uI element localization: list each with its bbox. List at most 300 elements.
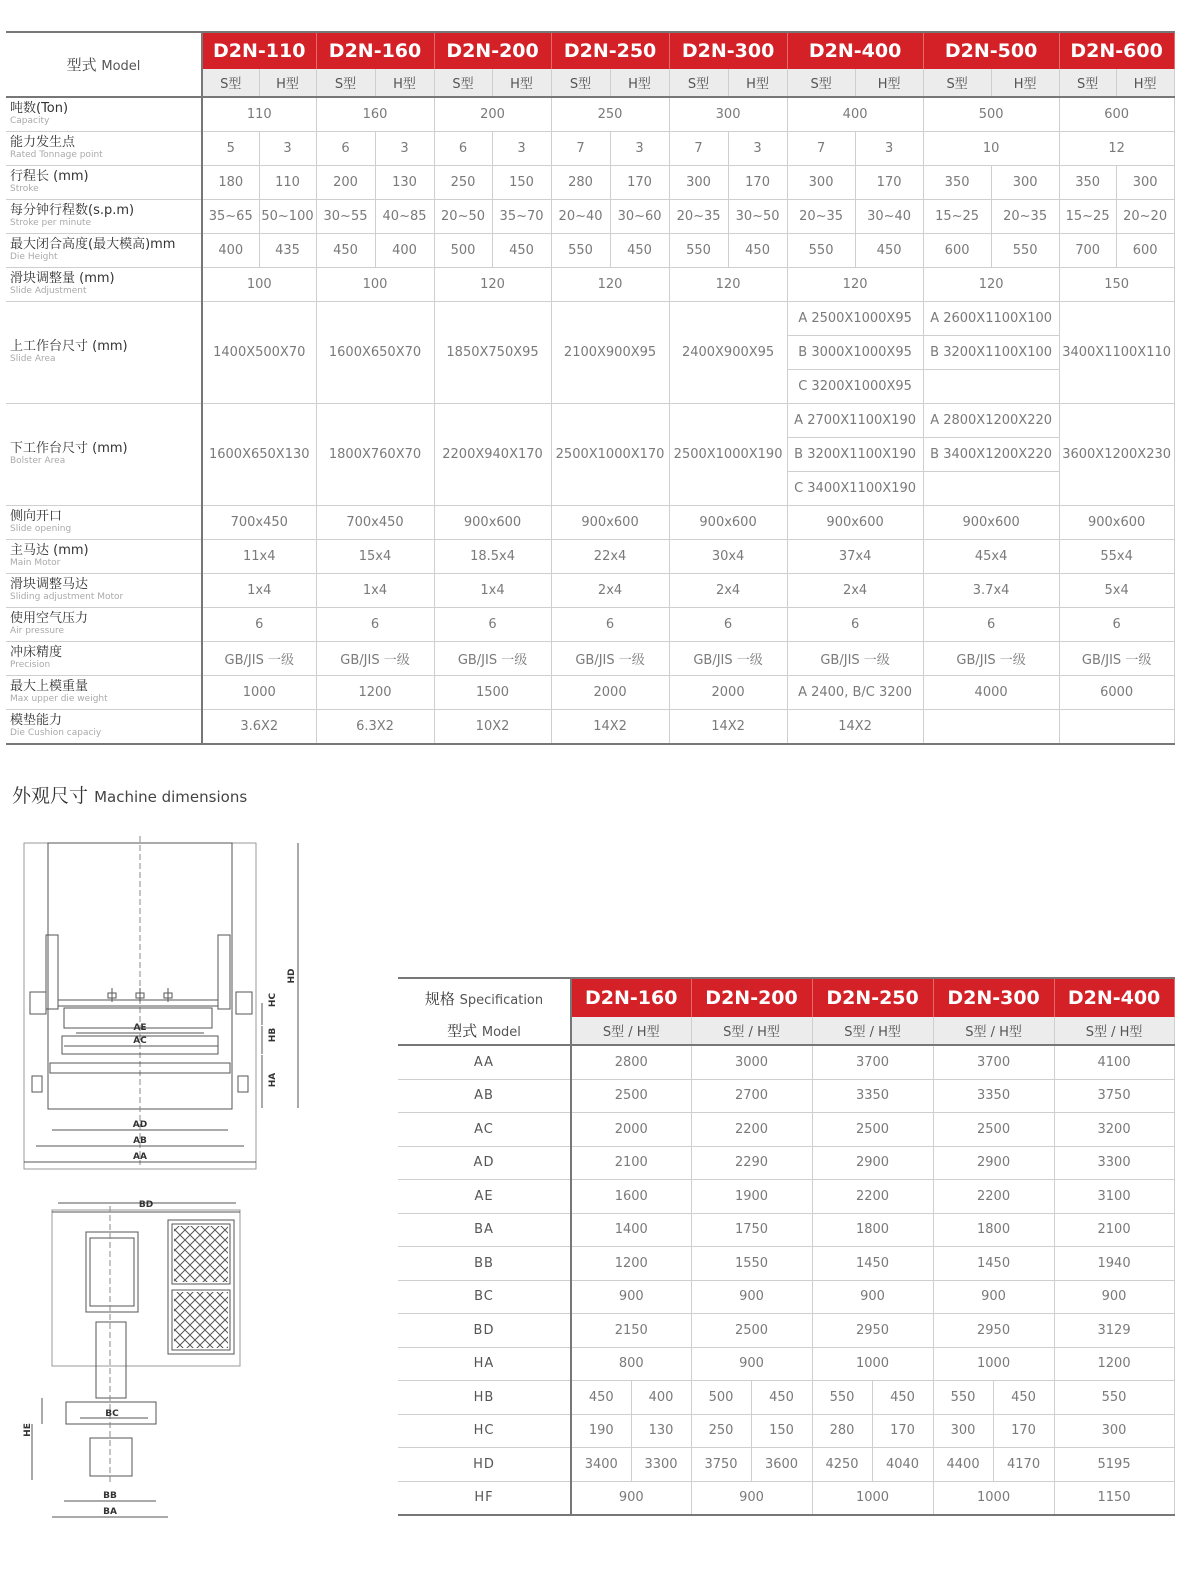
s-type-label: S型 xyxy=(669,69,728,97)
dims-cell: 4250 xyxy=(812,1448,872,1482)
dims-cell: 900 xyxy=(571,1280,691,1314)
label-ba: BA xyxy=(103,1507,117,1517)
dims-cell: 4100 xyxy=(1054,1045,1174,1079)
dims-cell: 1200 xyxy=(1054,1347,1174,1381)
spec-cell: 20~35 xyxy=(669,200,728,234)
dims-row xyxy=(398,1247,1174,1281)
spec-cell: 6 xyxy=(316,608,434,642)
spec-multi-line: A 2700X1100X190 xyxy=(788,404,923,438)
label-ae: AE xyxy=(133,1023,147,1033)
h-type-label: H型 xyxy=(991,69,1059,97)
label-bc: BC xyxy=(105,1409,119,1419)
dims-cell: 3700 xyxy=(812,1045,933,1079)
row-label-en: Precision xyxy=(10,659,51,670)
spec-cell: 900x600 xyxy=(923,506,1059,540)
row-label-cn: 冲床精度 xyxy=(10,644,63,660)
spec-cell: 700x450 xyxy=(202,506,316,540)
label-hb: HB xyxy=(268,1027,278,1043)
spec-cell: 12 xyxy=(1059,132,1174,166)
dims-cell: 2100 xyxy=(1054,1213,1174,1247)
spec-cell: 2x4 xyxy=(551,574,669,608)
spec-cell: 3400X1100X110 xyxy=(1059,302,1174,404)
spec-cell: 6 xyxy=(787,608,923,642)
dims-cell: 2500 xyxy=(691,1314,812,1348)
spec-cell: 120 xyxy=(787,268,923,302)
spec-cell: 1400X500X70 xyxy=(202,302,316,404)
spec-cell: 900x600 xyxy=(551,506,669,540)
spec-cell: 14X2 xyxy=(669,710,787,745)
row-label-en: Die Height xyxy=(10,251,58,262)
dims-row xyxy=(398,1180,1174,1214)
s-type-label: S型 xyxy=(1059,69,1116,97)
spec-multi-line: C 3400X1100X190 xyxy=(794,481,917,496)
spec-cell: 250 xyxy=(551,97,669,132)
label-hd: HD xyxy=(287,968,297,984)
spec-cell: 280 xyxy=(551,166,610,200)
spec-cell: 150 xyxy=(492,166,551,200)
dims-cell: 1400 xyxy=(571,1213,691,1247)
spec-cell: 130 xyxy=(375,166,434,200)
spec-cell: 1500 xyxy=(434,676,551,710)
spec-cell: 600 xyxy=(1116,234,1174,268)
dims-cell: 1000 xyxy=(812,1347,933,1381)
dims-cell: 280 xyxy=(812,1414,872,1448)
dims-cell: 2200 xyxy=(933,1180,1054,1214)
spec-cell: 1800X760X70 xyxy=(316,404,434,506)
model-corner-cn: 型式 xyxy=(447,1022,478,1040)
dims-cell: 3750 xyxy=(691,1448,751,1482)
spec-cell: 5 xyxy=(202,132,259,166)
spec-cell: 6 xyxy=(316,132,375,166)
row-label-cn: 模垫能力 xyxy=(10,712,63,728)
dims-cell: 2100 xyxy=(571,1146,691,1180)
spec-cell: 550 xyxy=(991,234,1059,268)
spec-cell: 50~100 xyxy=(259,200,316,234)
dims-cell: 900 xyxy=(812,1280,933,1314)
spec-cell: 3 xyxy=(610,132,669,166)
spec-cell: 300 xyxy=(787,166,855,200)
dims-cell: 3350 xyxy=(812,1079,933,1113)
dims-cell: 2150 xyxy=(571,1314,691,1348)
dims-cell: 170 xyxy=(993,1414,1054,1448)
spec-cell: 400 xyxy=(202,234,259,268)
h-type-label: H型 xyxy=(610,69,669,97)
row-label-cn: 每分钟行程数(s.p.m) xyxy=(10,202,135,218)
dims-cell: 2200 xyxy=(812,1180,933,1214)
dims-cell: 3600 xyxy=(751,1448,812,1482)
spec-cell: 14X2 xyxy=(551,710,669,745)
spec-cell: GB/JIS 一级 xyxy=(202,642,316,676)
dims-model-header: D2N-160 xyxy=(571,978,691,1017)
spec-cell: 350 xyxy=(923,166,991,200)
spec-cell: 10 xyxy=(923,132,1059,166)
spec-cell: 15~25 xyxy=(1059,200,1116,234)
spec-cell: 1x4 xyxy=(434,574,551,608)
dims-row xyxy=(398,1448,1174,1482)
dims-cell: 2800 xyxy=(571,1045,691,1079)
spec-cell: 550 xyxy=(787,234,855,268)
dims-model-header: D2N-250 xyxy=(812,978,933,1017)
dims-type-label: S型 / H型 xyxy=(571,1017,691,1045)
dims-cell: 550 xyxy=(812,1381,872,1415)
spec-cell: 900x600 xyxy=(787,506,923,540)
label-ha: HA xyxy=(268,1072,278,1088)
spec-cell: 1850X750X95 xyxy=(434,302,551,404)
spec-cell: 30~55 xyxy=(316,200,375,234)
label-bd: BD xyxy=(138,1200,154,1210)
row-label-cn: 能力发生点 xyxy=(10,134,76,150)
spec-cell: 100 xyxy=(316,268,434,302)
diamond-pattern xyxy=(174,1226,228,1348)
spec-cell: 450 xyxy=(728,234,787,268)
spec-cell: 120 xyxy=(434,268,551,302)
row-label-en: Capacity xyxy=(10,115,50,126)
dims-cell: 4400 xyxy=(933,1448,993,1482)
spec-cell: A 2400, B/C 3200 xyxy=(787,676,923,710)
spec-cell: 6 xyxy=(923,608,1059,642)
spec-cell: 170 xyxy=(610,166,669,200)
dims-cell: 2500 xyxy=(571,1079,691,1113)
spec-cell: 6 xyxy=(202,608,316,642)
spec-cell: 900x600 xyxy=(669,506,787,540)
dims-cell: 3000 xyxy=(691,1045,812,1079)
row-label-en: Slide Adjustment xyxy=(10,285,87,296)
spec-cell: 4000 xyxy=(923,676,1059,710)
spec-cell: 30~60 xyxy=(610,200,669,234)
spec-cell: 2000 xyxy=(551,676,669,710)
row-label-en: Rated Tonnage point xyxy=(10,149,103,160)
dims-cell: 1150 xyxy=(1054,1481,1174,1515)
dims-cell: 1450 xyxy=(933,1247,1054,1281)
spec-cell: 170 xyxy=(855,166,923,200)
spec-cell: 6 xyxy=(669,608,787,642)
dims-row xyxy=(398,1347,1174,1381)
dims-cell: 550 xyxy=(933,1381,993,1415)
s-type-label: S型 xyxy=(202,69,259,97)
row-label-cn: 主马达 (mm) xyxy=(10,542,89,558)
spec-cell: 450 xyxy=(316,234,375,268)
spec-cell: 6 xyxy=(551,608,669,642)
spec-cell: 450 xyxy=(610,234,669,268)
spec-multi-line: A 2800X1200X220 xyxy=(924,404,1059,438)
spec-cell: 6 xyxy=(434,608,551,642)
dims-cell: 3750 xyxy=(1054,1079,1174,1113)
spec-cell: 110 xyxy=(259,166,316,200)
spec-cell: 20~35 xyxy=(787,200,855,234)
dims-row xyxy=(398,1314,1174,1348)
row-label-en: Stroke per minute xyxy=(10,217,92,228)
spec-cell: 3600X1200X230 xyxy=(1059,404,1174,506)
row-label-cn: 侧向开口 xyxy=(10,508,63,524)
dims-cell: 1800 xyxy=(933,1213,1054,1247)
spec-cell: 200 xyxy=(316,166,375,200)
dims-model-header: D2N-400 xyxy=(1054,978,1174,1017)
dims-cell: 3100 xyxy=(1054,1180,1174,1214)
dims-cell: 3129 xyxy=(1054,1314,1174,1348)
dims-cell: 1000 xyxy=(933,1347,1054,1381)
dims-cell: 1750 xyxy=(691,1213,812,1247)
spec-cell: 2500X1000X170 xyxy=(551,404,669,506)
dims-cell: 250 xyxy=(691,1414,751,1448)
dims-key: HB xyxy=(398,1381,571,1415)
dims-type-label: S型 / H型 xyxy=(812,1017,933,1045)
h-type-label: H型 xyxy=(855,69,923,97)
spec-cell: 5x4 xyxy=(1059,574,1174,608)
dims-cell: 450 xyxy=(751,1381,812,1415)
spec-cell: 7 xyxy=(551,132,610,166)
row-label-en: Max upper die weight xyxy=(10,693,108,704)
dims-key: AD xyxy=(398,1146,571,1180)
spec-cell: 900x600 xyxy=(1059,506,1174,540)
spec-cell: 2400X900X95 xyxy=(669,302,787,404)
h-type-label: H型 xyxy=(259,69,316,97)
spec-cell: 120 xyxy=(923,268,1059,302)
dims-cell: 900 xyxy=(571,1481,691,1515)
dims-model-header: D2N-200 xyxy=(691,978,812,1017)
spec-cell: 300 xyxy=(669,97,787,132)
dims-key: HC xyxy=(398,1414,571,1448)
row-label-cn: 最大上模重量 xyxy=(10,678,89,694)
spec-multi-line: B 3400X1200X220 xyxy=(924,438,1059,472)
dims-cell: 400 xyxy=(631,1381,691,1415)
spec-cell: 6.3X2 xyxy=(316,710,434,745)
dims-cell: 3300 xyxy=(1054,1146,1174,1180)
dims-key: AA xyxy=(398,1045,571,1079)
dims-cell: 300 xyxy=(1054,1414,1174,1448)
spec-cell: 6000 xyxy=(1059,676,1174,710)
dims-row xyxy=(398,1381,1174,1415)
dims-cell: 500 xyxy=(691,1381,751,1415)
section-title-en: Machine dimensions xyxy=(94,788,248,806)
model-header: D2N-500 xyxy=(923,32,1059,69)
spec-cell: 45x4 xyxy=(923,540,1059,574)
spec-cell: 37x4 xyxy=(787,540,923,574)
spec-cell: 350 xyxy=(1059,166,1116,200)
dims-key: HD xyxy=(398,1448,571,1482)
dims-header-row xyxy=(398,978,1174,1017)
dims-type-label: S型 / H型 xyxy=(933,1017,1054,1045)
spec-cell: 11x4 xyxy=(202,540,316,574)
spec-cell: 3 xyxy=(492,132,551,166)
spec-cell: 1200 xyxy=(316,676,434,710)
dims-row xyxy=(398,1481,1174,1515)
spec-cell: 700x450 xyxy=(316,506,434,540)
spec-cell: 900x600 xyxy=(434,506,551,540)
s-type-label: S型 xyxy=(551,69,610,97)
corner-cn: 型式 xyxy=(66,56,97,74)
spec-cell: GB/JIS 一级 xyxy=(551,642,669,676)
section-title-cn: 外观尺寸 xyxy=(12,785,89,807)
row-label-cn: 上工作台尺寸 (mm) xyxy=(10,338,128,354)
spec-cell: 2200X940X170 xyxy=(434,404,551,506)
row-label-en: Die Cushion capaciy xyxy=(10,727,102,738)
spec-cell: 6 xyxy=(434,132,492,166)
spec-cell: 450 xyxy=(855,234,923,268)
spec-cell: 2500X1000X190 xyxy=(669,404,787,506)
dims-cell: 3350 xyxy=(933,1079,1054,1113)
dims-cell: 3200 xyxy=(1054,1113,1174,1147)
dims-cell: 1940 xyxy=(1054,1247,1174,1281)
dims-cell: 450 xyxy=(571,1381,631,1415)
spec-cell: 500 xyxy=(923,97,1059,132)
row-label-en: Air pressure xyxy=(10,625,65,636)
model-header: D2N-600 xyxy=(1059,32,1174,69)
dims-cell: 2700 xyxy=(691,1079,812,1113)
row-label-en: Stroke xyxy=(10,183,39,194)
dims-cell: 2000 xyxy=(571,1113,691,1147)
dims-row xyxy=(398,1113,1174,1147)
spec-cell: 700 xyxy=(1059,234,1116,268)
spec-cell: 30x4 xyxy=(669,540,787,574)
spec-cell: 2100X900X95 xyxy=(551,302,669,404)
dims-cell: 2200 xyxy=(691,1113,812,1147)
spec-cell: 18.5x4 xyxy=(434,540,551,574)
label-ab: AB xyxy=(133,1136,147,1146)
spec-cell: 15~25 xyxy=(923,200,991,234)
spec-cell: 3.6X2 xyxy=(202,710,316,745)
spec-cell: 550 xyxy=(669,234,728,268)
label-ac: AC xyxy=(133,1036,147,1046)
row-label-en: Sliding adjustment Motor xyxy=(10,591,124,602)
dims-key: HF xyxy=(398,1481,571,1515)
dims-cell: 900 xyxy=(1054,1280,1174,1314)
spec-cell: 3 xyxy=(855,132,923,166)
spec-cell: 6 xyxy=(1059,608,1174,642)
spec-cell: 160 xyxy=(316,97,434,132)
spec-cell: 30~40 xyxy=(855,200,923,234)
dims-cell: 1200 xyxy=(571,1247,691,1281)
dims-cell: 4040 xyxy=(872,1448,933,1482)
dims-cell: 450 xyxy=(993,1381,1054,1415)
spec-cell: 500 xyxy=(434,234,492,268)
dims-cell: 2500 xyxy=(812,1113,933,1147)
label-he: HE xyxy=(23,1423,33,1437)
spec-cell: 400 xyxy=(787,97,923,132)
spec-cell: 40~85 xyxy=(375,200,434,234)
dims-cell: 190 xyxy=(571,1414,631,1448)
row-label-cn: 滑块调整量 (mm) xyxy=(10,270,115,286)
front-view-drawing xyxy=(24,836,298,1169)
spec-multi-line: A 2600X1100X100 xyxy=(924,302,1059,336)
spec-cell: 300 xyxy=(1116,166,1174,200)
dims-cell: 1000 xyxy=(812,1481,933,1515)
row-label-en: Main Motor xyxy=(10,557,61,568)
model-header: D2N-160 xyxy=(316,32,434,69)
model-header: D2N-200 xyxy=(434,32,551,69)
spec-cell: 3 xyxy=(259,132,316,166)
spec-cell: GB/JIS 一级 xyxy=(669,642,787,676)
spec-cell: 7 xyxy=(787,132,855,166)
dims-cell: 3700 xyxy=(933,1045,1054,1079)
spec-cell: 2x4 xyxy=(787,574,923,608)
dims-row xyxy=(398,1146,1174,1180)
spec-cell: 600 xyxy=(1059,97,1174,132)
dims-cell: 3400 xyxy=(571,1448,631,1482)
spec-corner-cn: 规格 xyxy=(424,989,455,1008)
spec-cell: 15x4 xyxy=(316,540,434,574)
spec-multi-line: C 3200X1000X95 xyxy=(798,379,912,394)
spec-cell: 200 xyxy=(434,97,551,132)
spec-cell: 600 xyxy=(923,234,991,268)
spec-cell: 35~65 xyxy=(202,200,259,234)
label-aa: AA xyxy=(133,1152,147,1162)
dims-cell: 1550 xyxy=(691,1247,812,1281)
dims-row xyxy=(398,1414,1174,1448)
h-type-label: H型 xyxy=(728,69,787,97)
dims-cell: 1800 xyxy=(812,1213,933,1247)
dims-row xyxy=(398,1213,1174,1247)
dims-cell: 4170 xyxy=(993,1448,1054,1482)
spec-cell: GB/JIS 一级 xyxy=(787,642,923,676)
spec-multi-line: B 3000X1000X95 xyxy=(788,336,923,370)
spec-cell: 120 xyxy=(551,268,669,302)
spec-cell: GB/JIS 一级 xyxy=(923,642,1059,676)
label-ad: AD xyxy=(132,1120,148,1130)
spec-cell: 20~50 xyxy=(434,200,492,234)
dims-subheader-row xyxy=(398,1017,1174,1045)
dims-key: BB xyxy=(398,1247,571,1281)
spec-cell: 1600X650X70 xyxy=(316,302,434,404)
spec-cell: 180 xyxy=(202,166,259,200)
spec-multi-line: B 3200X1100X190 xyxy=(788,438,923,472)
dims-cell: 900 xyxy=(691,1347,812,1381)
row-label-en: Slide Area xyxy=(10,353,56,364)
row-label-en: Slide opening xyxy=(10,523,72,534)
dims-key: BA xyxy=(398,1213,571,1247)
dims-type-label: S型 / H型 xyxy=(691,1017,812,1045)
dims-key: AE xyxy=(398,1180,571,1214)
dims-cell: 170 xyxy=(872,1414,933,1448)
dims-cell: 1000 xyxy=(933,1481,1054,1515)
spec-cell: 300 xyxy=(669,166,728,200)
spec-multi-line: A 2500X1000X95 xyxy=(788,302,923,336)
spec-cell: 400 xyxy=(375,234,434,268)
dims-cell: 2500 xyxy=(933,1113,1054,1147)
dims-cell: 550 xyxy=(1054,1381,1174,1415)
row-label-cn: 行程长 (mm) xyxy=(10,168,89,184)
spec-cell: 450 xyxy=(492,234,551,268)
s-type-label: S型 xyxy=(434,69,492,97)
spec-cell: 100 xyxy=(202,268,316,302)
spec-cell: 20~40 xyxy=(551,200,610,234)
spec-cell: 250 xyxy=(434,166,492,200)
model-header: D2N-300 xyxy=(669,32,787,69)
model-corner-en: Model xyxy=(481,1025,521,1040)
model-header: D2N-250 xyxy=(551,32,669,69)
spec-cell: 110 xyxy=(202,97,316,132)
dims-key: BD xyxy=(398,1314,571,1348)
spec-cell: GB/JIS 一级 xyxy=(1059,642,1174,676)
row-label-cn: 使用空气压力 xyxy=(10,610,89,626)
spec-cell: 10X2 xyxy=(434,710,551,745)
spec-cell: 1x4 xyxy=(316,574,434,608)
dimensions-table xyxy=(398,977,1175,1516)
dims-cell: 1600 xyxy=(571,1180,691,1214)
spec-corner xyxy=(398,978,571,1017)
spec-cell: 2x4 xyxy=(669,574,787,608)
row-label-cn: 滑块调整马达 xyxy=(10,576,89,592)
dims-cell: 2900 xyxy=(933,1146,1054,1180)
label-hc: HC xyxy=(268,992,278,1008)
dims-cell: 5195 xyxy=(1054,1448,1174,1482)
dims-cell: 2950 xyxy=(933,1314,1054,1348)
spec-cell: 55x4 xyxy=(1059,540,1174,574)
label-bb: BB xyxy=(103,1491,117,1501)
spec-cell: 120 xyxy=(669,268,787,302)
spec-cell: 22x4 xyxy=(551,540,669,574)
dims-cell: 900 xyxy=(691,1280,812,1314)
h-type-label: H型 xyxy=(375,69,434,97)
